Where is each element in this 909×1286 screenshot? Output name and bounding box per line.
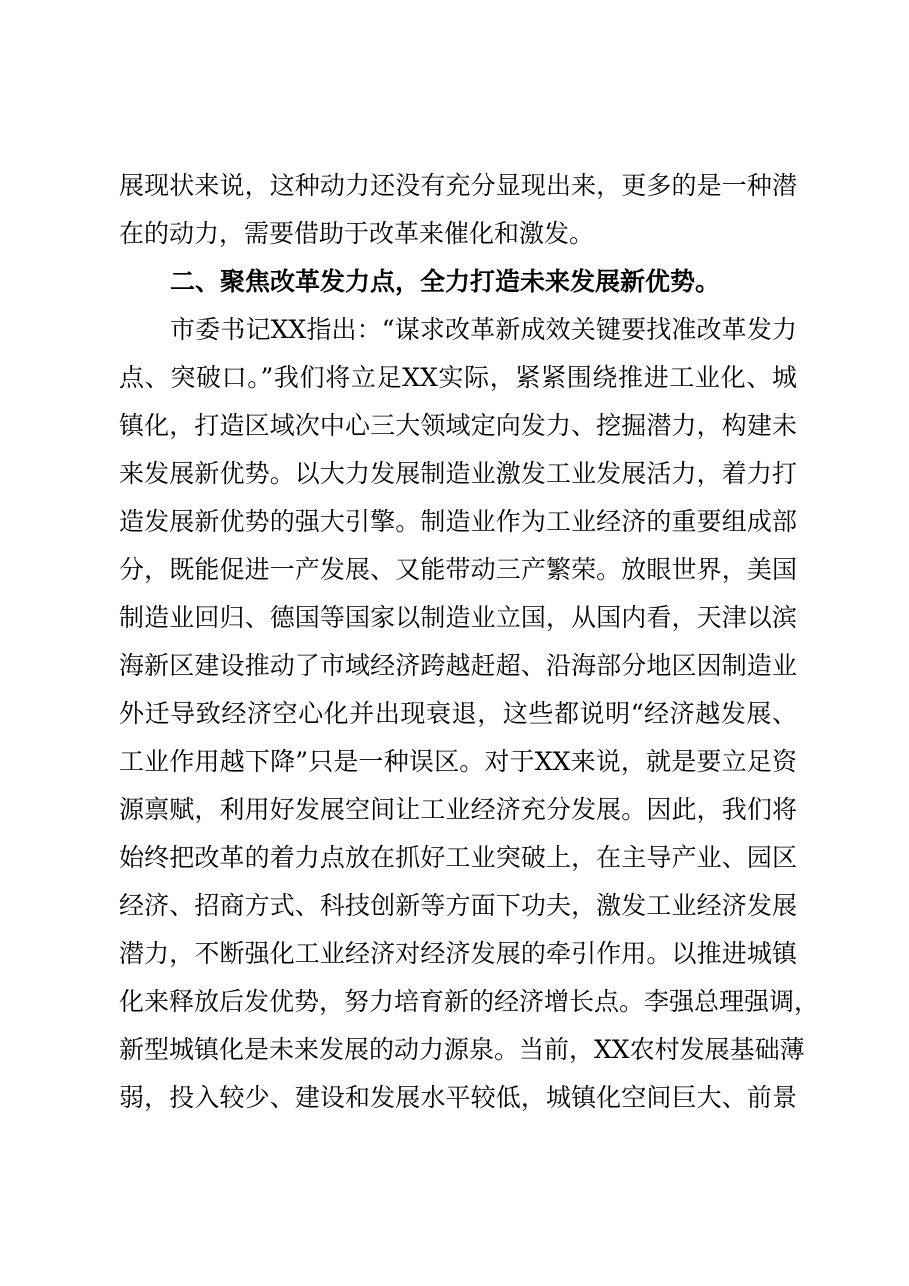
paragraph-line: 工业作用越下降”只是一种误区。对于XX来说，就是要立足资 (119, 747, 797, 776)
paragraph-line: 化来释放后发优势，努力培育新的经济增长点。李强总理强调， (119, 987, 820, 1016)
paragraph-line: 弱，投入较少、建设和发展水平较低，城镇化空间巨大、前景 (119, 1083, 797, 1112)
paragraph-line: 市委书记XX指出：“谋求改革新成效关键要找准改革发力 (170, 315, 797, 344)
paragraph-line: 来发展新优势。以大力发展制造业激发工业发展活力，着力打 (119, 459, 797, 488)
paragraph-line: 新型城镇化是未来发展的动力源泉。当前，XX农村发展基础薄 (119, 1035, 805, 1064)
section-heading: 二、聚焦改革发力点，全力打造未来发展新优势。 (170, 267, 721, 296)
paragraph-line: 始终把改革的着力点放在抓好工业突破上，在主导产业、园区 (119, 843, 797, 872)
paragraph-line: 镇化，打造区域次中心三大领域定向发力、挖掘潜力，构建未 (119, 411, 797, 440)
paragraph-line: 源禀赋，利用好发展空间让工业经济充分发展。因此，我们将 (119, 795, 797, 824)
paragraph-line: 海新区建设推动了市域经济跨越赶超、沿海部分地区因制造业 (119, 651, 797, 680)
paragraph-line: 分，既能促进一产发展、又能带动三产繁荣。放眼世界，美国 (119, 555, 797, 584)
paragraph-line: 点、突破口。”我们将立足XX实际，紧紧围绕推进工业化、城 (119, 363, 797, 392)
paragraph-line: 在的动力，需要借助于改革来催化和激发。 (119, 219, 595, 248)
paragraph-line: 展现状来说，这种动力还没有充分显现出来，更多的是一种潜 (119, 171, 797, 200)
paragraph-line: 造发展新优势的强大引擎。制造业作为工业经济的重要组成部 (119, 507, 797, 536)
paragraph-line: 潜力，不断强化工业经济对经济发展的牵引作用。以推进城镇 (119, 939, 797, 968)
paragraph-line: 经济、招商方式、科技创新等方面下功夫，激发工业经济发展 (119, 891, 797, 920)
paragraph-line: 制造业回归、德国等国家以制造业立国，从国内看，天津以滨 (119, 603, 797, 632)
paragraph-line: 外迁导致经济空心化并出现衰退，这些都说明“经济越发展、 (119, 699, 797, 728)
